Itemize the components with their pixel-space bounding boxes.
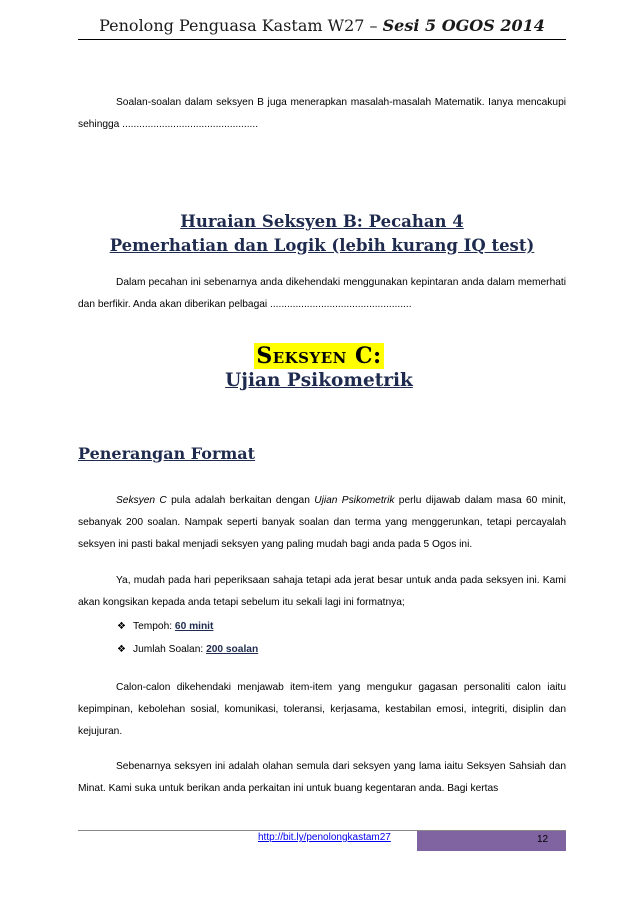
bullet-label: Tempoh: <box>133 621 175 632</box>
paragraph-intro: Soalan-soalan dalam seksyen B juga menerapkan masalah-masalah Matematik. Ianya mencakupi sehingga ................................................ <box>78 97 566 130</box>
paragraph-format <box>78 490 566 556</box>
diamond-bullet-icon: ❖ <box>117 621 126 632</box>
heading-ujian <box>0 370 638 391</box>
seksyen-c-ref: Seksyen C <box>116 495 167 506</box>
heading-seksyen-c <box>0 343 638 369</box>
seksyen-c-text: Seksyen C: <box>256 343 382 369</box>
heading-huraian-line2: Pemerhatian dan Logik (lebih kurang IQ test) <box>109 236 535 255</box>
format-text-a: pula adalah berkaitan dengan <box>166 495 315 506</box>
bullet-value: 200 soalan <box>206 644 259 655</box>
ujian-ref: Ujian Psikometrik <box>314 495 395 506</box>
format-text-b: perlu dijawab dalam masa 60 minit, sebanyak 200 soalan. Nampak seperti banyak soalan dan terma yang menggerunkan, tetapi percayalah seksyen ini pasti bakal menjadi seksyen yang paling mudah bagi anda pada 5 Ogos ini. <box>78 495 566 550</box>
bullet-label: Jumlah Soalan: <box>133 644 207 655</box>
page-number: 12 <box>537 834 549 845</box>
footer-link[interactable]: http://bit.ly/penolongkastam27 <box>258 832 391 843</box>
bullet-value: 60 minit <box>174 621 214 632</box>
paragraph-pecahan: Dalam pecahan ini sebenarnya anda dikehendaki menggunakan kepintaran anda dalam memerhati dan berfikir. Anda akan diberikan pelbagai .................................................. <box>78 277 566 310</box>
bullet-tempoh <box>117 618 213 636</box>
heading-huraian-line1: Huraian Seksyen B: Pecahan 4 <box>180 212 464 231</box>
page-header <box>78 16 566 40</box>
paragraph-jerat: Ya, mudah pada hari peperiksaan sahaja tetapi ada jerat besar untuk anda pada seksyen ini. Kami akan kongsikan kepada anda tetapi sebelum itu sekali lagi ini formatnya; <box>78 575 566 608</box>
bullet-jumlah <box>117 641 258 659</box>
header-title: Penolong Penguasa Kastam W27 – <box>99 16 383 35</box>
heading-penerangan: Penerangan Format <box>78 444 256 463</box>
ujian-text: Ujian Psikometrik <box>225 370 413 391</box>
diamond-bullet-icon: ❖ <box>117 644 126 655</box>
paragraph-calon: Calon-calon dikehendaki menjawab item-item yang mengukur gagasan personaliti calon iaitu kepimpinan, kebolehan sosial, komunikasi, toleransi, kerjasama, kestabilan emosi, integriti, disiplin dan kejujuran. <box>78 682 566 737</box>
header-session: Sesi 5 OGOS 2014 <box>382 16 545 35</box>
paragraph-sebenarnya: Sebenarnya seksyen ini adalah olahan semula dari seksyen yang lama iaitu Seksyen Sahsiah dan Minat. Kami suka untuk berikan anda perkaitan ini untuk buang kegentaran anda. Bagi kertas <box>78 761 566 794</box>
